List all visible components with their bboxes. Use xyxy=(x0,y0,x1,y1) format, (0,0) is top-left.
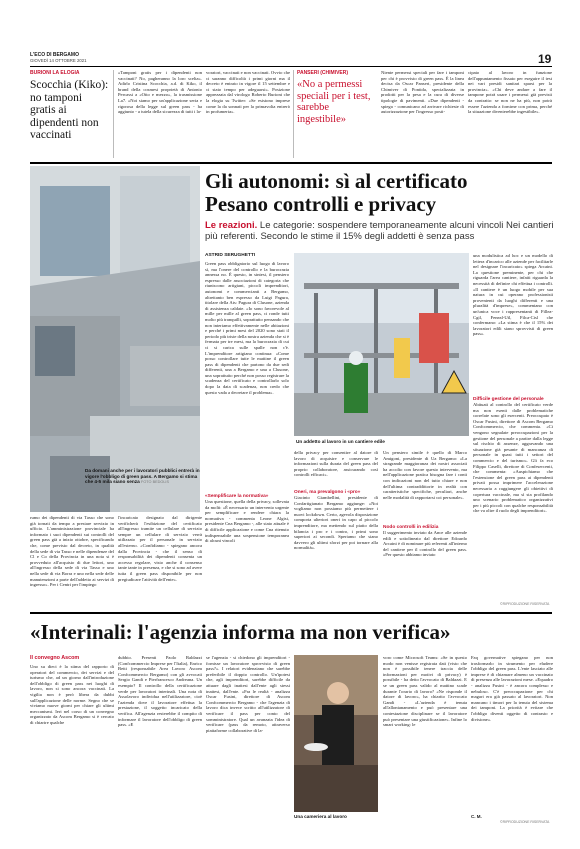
main-col5b: Il suggerimento inviato da Ance alle aziende edili e sottolineato dal direttore Edoardo Arcaini è di nominare più referenti all'interno del cantiere per il controllo del green pass. «Per questo abbiamo inviato xyxy=(383,530,467,558)
waitress-photo xyxy=(294,655,378,812)
main-col4: della privacy per consentire al datore di lavoro di acquisire e conservare le informazioni sulla durata del green pass del proprio collaboratore, assicurando così controlli efficaci». xyxy=(294,450,378,478)
second-copyright: ©RIPRODUZIONE RISERVATA xyxy=(500,820,550,824)
second-headline: «Interinali: l'agenzia informa ma non verifica» xyxy=(30,620,451,644)
office-photo-caption-text: Da domani anche per i lavoratori pubblici entrerà in vigore l'obbligo di green pass. A Bergamo si stima che 4-5 mila siano senza xyxy=(85,468,200,485)
divider xyxy=(113,70,114,158)
brief-mid-col1: «Tamponi gratis per i dipendenti non vaccinati? No, pagheranno la loro scelta». Adirlo Cristina Scocchia, a.d. di Kiko, il brand della cosmesi proprietà di Antonio Percassi a «Otto e mezzo», la trasmissione La7. «Noi siamo per un'applicazione seria e rigorosa della legge sul green pass - ha aggiunto - a tutela della sicurezza di tutti i la- xyxy=(118,70,202,115)
brief-mid-col2: voratori, vaccinati e non vaccinati. Ovvio che ci saranno difficoltà i primi giorni ma il decreto è entrato in vigore il 15 settembre e ci stato tempo per adeguarsi». Posizione apprezzata dal virologo Roberto Burioni che la elogia su Twitter: «Se esistono imprese come la da sonnati per la primavolta entrerò in profumeria». xyxy=(206,70,290,115)
second-col1: Uno su dieci è la stima del rapporto di operatori del commercio, dei servizi e del turismo che, ad un giorno dall'introduzione dell'obbligo di green pass nei luoghi di lavoro, non si sono ancora vaccinati. La vigilia non è però libera da dubbi sull'applicazione delle norme. Segno che se viviamo nuove giorni per chiare gli ultimi meccanismi. Ieri nel corso di un convegno organizzato da Ascom Bergamo si è cercato di chiarire qualche xyxy=(30,664,114,725)
brief-right xyxy=(297,70,377,125)
header-rule xyxy=(30,66,552,67)
summary xyxy=(205,220,555,242)
brief-right-col1: Niente permessi speciali per fare i tamponi per chi è provvisto di green pass. È la linea decisa da Oscar Panseri, presidente della Chimiver di Pontida, specializzata in prodotti per la pesa e la cura di diverse tipologie di pavimenti. «Due dipendenti - spiega - comunicano ad arrivare richieste di autorizzazione per l'ingresso posti- xyxy=(381,70,464,115)
main-col2: Green pass obbligatorio sul luogo di lavoro sì, ma l'onere del controllo e la burocrazia annessa no. È questo, in sintesi, il pensiero espresso dalle associazioni di categoria che riuniscono artigiani, piccoli imprenditori, autonomi e commercianti a Bergamo, altrettanto ben espresso da Luigi Pagura, titolare della Ats: Pagura di Clusone, azienda di assistenza caldaie. «Io sono favorevole al mille per mille al green pass, ci ronde tutti molto più tranquilli, soprattutto pensando che non interiamo effettivamente nelle abitazioni e perché i primi mesi del 2020 sono stati il periodo più triste della nostra azienda che si è fermata per tre mesi, ma la burocrazia di cui ci si carica sulle spalle non c'è. L'imprenditore artigiano continua: «Come posso controllare tutte le mattine il green pass di dipendenti che partono da due sedi differenti, una a Bergamo e una a Clusone, una soprattutto perché non posso registrare la scadenza del certificato e controllarlo solo dopo la data di scadenza, non credo che questo vada a decretare il problema». xyxy=(205,261,289,395)
copyright: ©RIPRODUZIONE RISERVATA xyxy=(500,602,550,606)
brief-left-kicker: BURIONI LA ELOGIA xyxy=(30,70,80,76)
second-kicker: Il convegno Ascom xyxy=(30,655,80,661)
main-col5: Un pensiero simile è quello di Marco Amigoni, presidente di Ua Bergamo: «La stragrande maggioranza dei nostri associati ha accolto con favore questo intervento, ma nell'applicazione pratica bisogna fare i conti con indicazioni non del tutto chiare e non dell'ultima contraddittorie in realtà con caratteristiche specifiche, peculiari, anche nelle modalità di rapportarsi coi personale». xyxy=(383,450,467,500)
main-col4b: Giacinto Giambellini, presidente di Confartigianato Bergamo aggiunge: «Noi vogliamo non possiamo più permettere i nuovi lockdown. Certo, agevola disposizione comporta ulteriori oneri in capo al piccolo imprenditore, ma mettendo sul piatto della bilancia i pro e i contro, i primi sono superiori ai secondi. Speriamo che siano davvero gli ultimi sforzi per poi tornare alla normalità». xyxy=(294,495,378,551)
col3b-subhead: «Semplificare la normativa» xyxy=(205,494,269,499)
brief-left-title: Scocchia (Kiko): no tamponi gratis ai dipendenti non vaccinati xyxy=(30,79,109,141)
main-col3: l'incaricato designato dal dirigente verificherà l'esibizione del certificato all'ingresso tramite un cellulare di servizio sempre un cellulare di servizio verrà utilizzato per il personale in servizio all'esterno. «Confidiamo - spiegano ancora dalla Provincia - che il senso di responsabilità dei dipendenti consenta un accesso regolare, visto anche il consenso tante tante in presenza, e che si sono ad avere tutta il green pass disponibile per non pregiudicare l'attività dell'ente». xyxy=(118,515,202,582)
col4-subhead: Oneri, ma prevalgono i «pro» xyxy=(294,490,361,495)
main-col6-sub xyxy=(473,395,553,585)
main-col1: rumo dei dipendenti di via Tasso che sono già tornati da tempo a prestare servizio in ufficio. L'amministrazione provinciale ha informato i suoi dipendenti sui controlli del green pass già a inizio ottobre, specificando che, come previsto dal decreto, in qualità della sede di via Tasso e nelle dipendenze del Cl e Co della Provincia in una nota si è provveduto all'acquisto di due lettori, uno all'ingresso della sede di via Tasso e uno nella sede di via Borra e uno nella sede delle manutenzioni a parte dell'addetto ai servizi di ingresso». Per i Centri per l'impiego xyxy=(30,515,114,588)
main-col3b-block xyxy=(205,492,289,599)
masthead: L'ECO DI BERGAMO xyxy=(30,52,79,58)
main-headline xyxy=(205,170,555,216)
main-col6: una modulistica ad hoc e un modello di lettera d'incarico alle aziende per facilitarle nel designare l'incaricato» spiega Arcaini. La questione preminente, per chi che riguarda l'area cantiere, infatti riguarda la necessità di definire chi effettua i controlli. «Il cantiere è un luogo mobile per sua natura in cui operano professionisti provenienti da luoghi differenti e una pluralità d'imprese», commentano con un'unica voce i rappresentanti di Fillea-Cgil, Feneal-Uil, Filca-Cisl che confermano: «La stima è che il 15% dei lavoratori edili siano sprovvisti di green pass». xyxy=(473,253,553,337)
col5-subhead: Nodo controlli in edilizia xyxy=(383,525,439,530)
headline-line2: Pesano controlli e privacy xyxy=(205,192,437,216)
divider xyxy=(293,70,294,158)
summary-rest: Le categorie: sospendere temporaneamente alcuni vincoli Nei cantieri più referenti. Secondo le stime il 15% degli addetti è senza pass xyxy=(205,220,554,242)
byline: ASTRID SERUGHETTI xyxy=(205,253,256,258)
construction-photo xyxy=(294,253,469,436)
second-col3: se l'agenzia - si chiedono gli imprenditori - fornisse un lavoratore sprovvisto di green pass?». I relatori evidenziano che sarebbe preferibile il doppio controllo. Un'ipotesi che, agli imprenditori, sarebbe difficile da attuare dagli inattesi dall'ente agli stessi inattesi, dall'ente. «Fra le realtà - analizza Oscar Fusini, direttore di Ascom Confcommercio Bergamo - che l'agenzia di lavoro dica invece scritto all'utilizzatore di verificare il pass per conto del somministratore. Qual un avanzata l'idea di verificare (pass da remoto, attraverso piattaforme collaborative di la- xyxy=(206,655,290,733)
main-col4-block xyxy=(294,450,378,592)
summary-lead: Le reazioni. xyxy=(205,220,258,231)
issue-date: GIOVEDÌ 14 OTTOBRE 2021 xyxy=(30,58,87,63)
main-col3b: Una questione, quella della privacy, sollevata da molti: «È necessario un intervento urgente per semplificare e rendere chiara la normativa - commenta Leone Algisi, presidente Cna Bergamo -, alle stato attuale è di difficile applicazione e come Cna ritenuto indispensabile una sospensione temporanea di alcuni vincoli xyxy=(205,499,289,544)
main-col5-block xyxy=(383,450,467,592)
brief-left xyxy=(30,70,110,142)
main-col6b: Abituati al controllo del certificato verde ma non esenti dalle problematiche correlate sono gli esercenti. Preoccupato è Oscar Fusini, direttore di Ascom Bergamo Confcommercio, che commenta. «Ci vengono segnalate preoccupazioni per la gestione del personale a partire dalla legge sul rischio di assenze, aggravando una situazione già pesante di mancanza di personale in quasi tutti i settori del commercio e del turismo». Gli fa eco Filippo Caselli, direttore di Confesercenti, che commenta: «Auspichiamo che l'estensione del green pass ai dipendenti privati possa imprimere l'accelerazione necessaria a raggiungere gli obiettivi di copertura vaccinale, ma sì sta profilando uno scenario problematico organizzativi per i più piccoli con qualche responsabilità che va oltre il ruolo degli imprenditori». xyxy=(473,402,553,514)
second-signature: C. M. xyxy=(471,814,482,819)
waitress-photo-caption: Una cameriera al lavoro xyxy=(294,814,347,819)
office-photo xyxy=(30,166,200,512)
col6-subhead: Difficile gestione del personale xyxy=(473,397,544,402)
second-col4: voro come Microsoft Teams: «Se in questo modo non venisse registrata dati (visto che non è possibile tenere traccia delle informazioni per motivi di privacy) è possibile - ha detto l'avvocato di Baldazzi. E se un green pass valido al mattino scade durante l'orario di lavoro? «Ne risponde il datore di lavoro», ha chiarito l'avvocato Gandi - «L'azienda è tenuta all'allontanamento e può presentare una contestazione disciplinare se il lavoratore può presentare una giustificazione». Infine lo smart working: le xyxy=(383,655,467,728)
brief-right-quote: «No a permessi speciali per i test, sarebbe ingestibile» xyxy=(297,79,371,125)
office-photo-caption xyxy=(85,468,201,486)
construction-photo-caption: Un addetto al lavoro in un cantiere edile xyxy=(296,439,385,444)
page-number: 19 xyxy=(538,52,552,66)
section-rule xyxy=(30,612,552,614)
section-rule xyxy=(30,162,552,164)
brief-right-col2: cipato al lavoro in funzione dell'appuntamento fissato per eseguire il test nei vari presidi sanitari sparsi per la provincia». «Chi deve andare a fare il tampone potrà usare i permessi già previsti da contratto: se non ne ha più, non potrà essere l'azienda a fornirne con prima, perché la situazione diventerebbe ingestibile». xyxy=(468,70,552,115)
second-col5: Faq governative spiegano per non trasformarlo in strumento per eludere l'obbligo del green pass. L'ente lasciato alle imprese è di chiamare almeno un vaccinato di presenza alle lavorazioni mese. «Equadro - analizza Fusini - è ancora complesso e nebuloso. C'è preoccupazione per chi magari era già passato al lavoratori. Non mancano i timori per la tenuta del sistema dei tamponi. La priorità è evitare che l'obbligo diventi oggetto di contrasto e divisione». xyxy=(471,655,553,722)
second-col2: dubbio. Presenti Paolo Baldazzi (Confcommercio Imprese per l'Italia), Enrico Betti (responsabile Area Lavoro Ascom Confcommercio Bergamo) con gli avvocati Sergio Gandi e Pierfrancesco Andreana. Un esempio? Il controllo della certificazione verde per lavoratori interinali. Una nota di Assolavoro individua nell'utilizzatore, cioè l'azienda dove il lavoratore effettua la prestazione, il soggetto incaricato della verifica. All'agenzia resterebbe il compito di informare il lavoratore dell'obbligo di green pass. «E xyxy=(118,655,202,728)
headline-line1: Gli autonomi: sì al certificato xyxy=(205,169,468,193)
brief-right-kicker: PANSERI (CHIMIVER) xyxy=(297,70,349,76)
office-photo-credit: FOTO BEDOLIS xyxy=(141,480,170,485)
